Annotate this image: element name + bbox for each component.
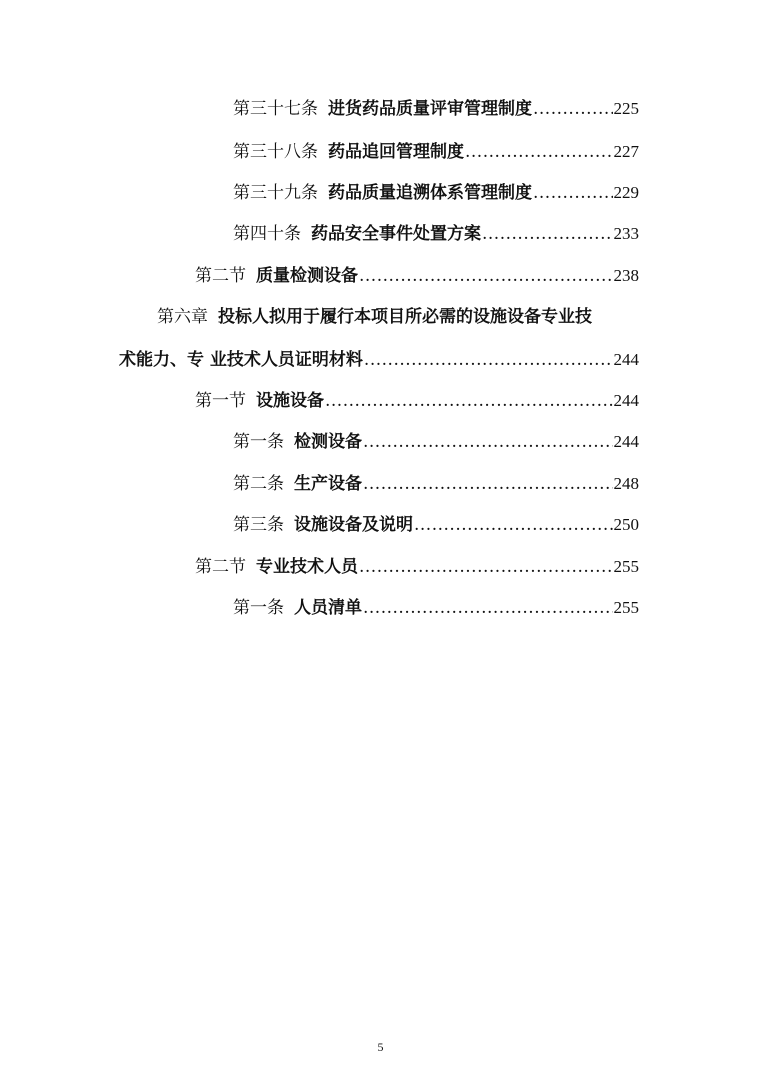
dot-leader (364, 350, 613, 370)
toc-entry-page: 225 (613, 99, 639, 118)
toc-entry-page: 227 (613, 142, 639, 161)
toc-entry-title: 药品安全事件处置方案 (311, 224, 481, 244)
toc-entry-page: 255 (613, 557, 639, 576)
toc-entry-title: 设施设备 (256, 391, 324, 411)
toc-entry-page: 244 (613, 432, 639, 451)
toc-entry-page: 229 (613, 183, 639, 202)
dot-leader (325, 391, 613, 411)
toc-entry-number: 第二节 (195, 266, 246, 286)
dot-leader (363, 432, 613, 452)
toc-entry[interactable] (195, 266, 639, 286)
toc-entry-page: 250 (613, 515, 639, 534)
toc-entry-title: 投标人拟用于履行本项目所必需的设施设备专业技 (218, 307, 592, 327)
dot-leader (414, 515, 613, 535)
toc-entry[interactable] (233, 515, 639, 535)
page-number: 5 (377, 1040, 384, 1054)
toc-entry-page: 248 (613, 474, 639, 493)
toc-entry-number: 第四十条 (233, 224, 301, 244)
toc-entry-number: 第二条 (233, 474, 284, 494)
dot-leader (363, 474, 613, 494)
toc-entry-number: 第一条 (233, 432, 284, 452)
toc-entry-number: 第三十七条 (233, 99, 318, 119)
toc-entry[interactable] (233, 432, 639, 452)
toc-entry-number: 第一条 (233, 598, 284, 618)
toc-entry-number: 第三十九条 (233, 183, 318, 203)
toc-entry-number: 第二节 (195, 557, 246, 577)
toc-entry-page: 233 (613, 224, 639, 243)
toc-entry[interactable] (233, 183, 639, 203)
dot-leader (533, 183, 613, 203)
dot-leader (363, 598, 613, 618)
toc-entry-title: 专业技术人员 (256, 557, 358, 577)
toc-entry[interactable] (195, 391, 639, 411)
toc-entry-title: 药品追回管理制度 (328, 142, 464, 162)
toc-entry-page: 238 (613, 266, 639, 285)
toc-entry[interactable] (233, 474, 639, 494)
toc-entry-page: 244 (613, 391, 639, 410)
toc-entry-number: 第六章 (157, 307, 208, 327)
toc-entry-page: 244 (613, 350, 639, 369)
toc-entry-title: 进货药品质量评审管理制度 (328, 99, 532, 119)
toc-entry-page: 255 (613, 598, 639, 617)
dot-leader (465, 142, 613, 162)
toc-entry-title: 术能力、专 业技术人员证明材料 (119, 350, 363, 370)
toc-entry-number: 第三十八条 (233, 142, 318, 162)
toc-entry-number: 第一节 (195, 391, 246, 411)
toc-entry[interactable] (119, 350, 639, 370)
toc-chapter-heading[interactable] (157, 307, 592, 327)
toc-entry[interactable] (233, 99, 639, 119)
dot-leader (359, 557, 613, 577)
toc-entry-title: 检测设备 (294, 432, 362, 452)
toc-entry-number: 第三条 (233, 515, 284, 535)
toc-entry[interactable] (233, 142, 639, 162)
toc-entry-title: 生产设备 (294, 474, 362, 494)
dot-leader (359, 266, 613, 286)
toc-entry-title: 设施设备及说明 (294, 515, 413, 535)
toc-entry[interactable] (233, 224, 639, 244)
dot-leader (482, 224, 613, 244)
toc-entry-title: 质量检测设备 (256, 266, 358, 286)
toc-entry[interactable] (233, 598, 639, 618)
dot-leader (533, 99, 613, 119)
toc-entry-title: 人员清单 (294, 598, 362, 618)
toc-entry[interactable] (195, 557, 639, 577)
toc-entry-title: 药品质量追溯体系管理制度 (328, 183, 532, 203)
